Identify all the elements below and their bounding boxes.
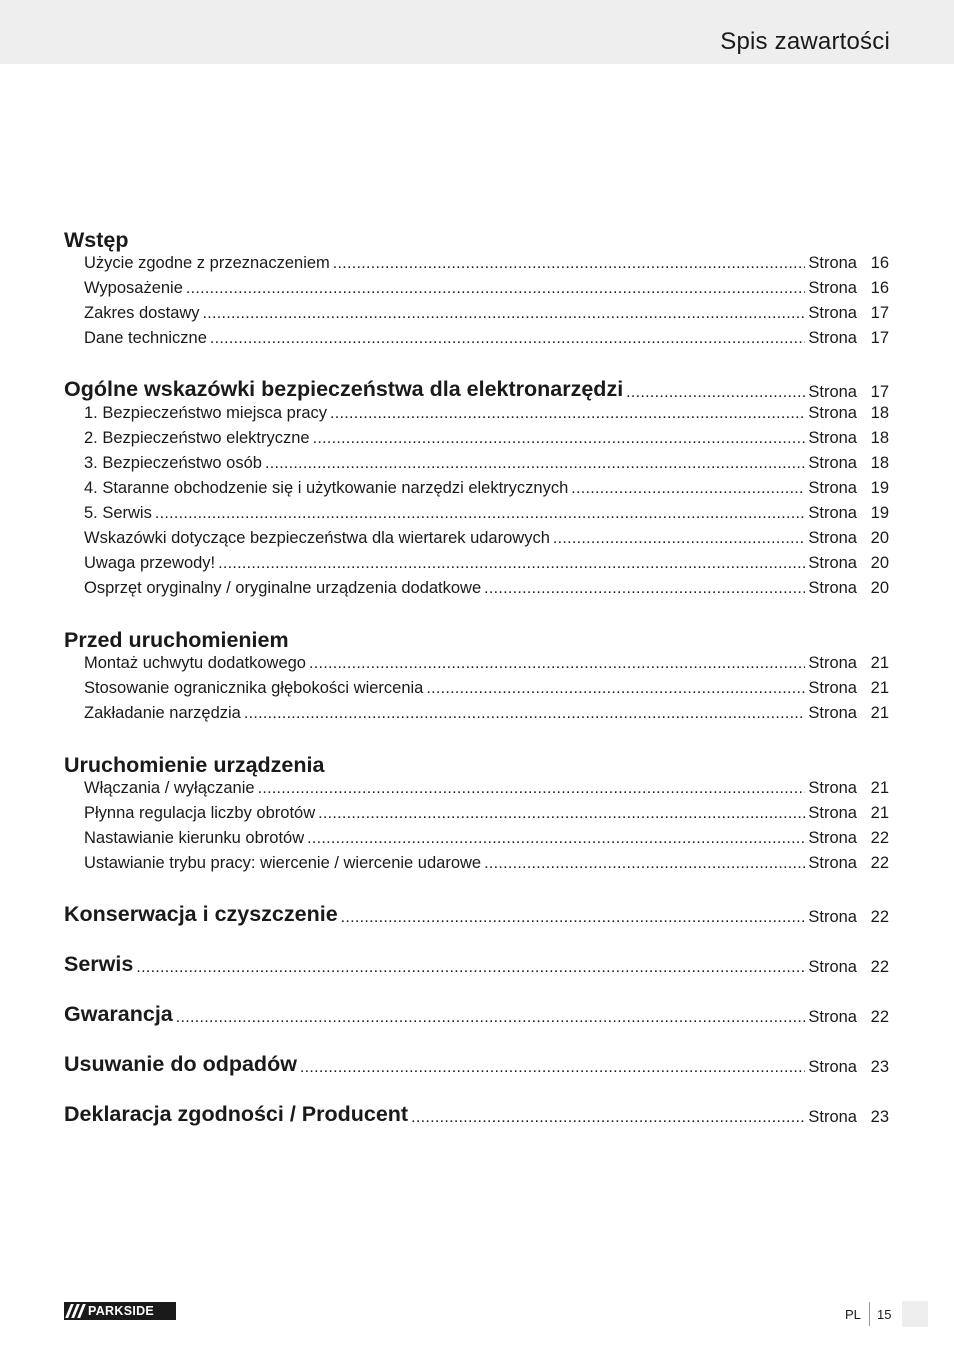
entry-page: 21 bbox=[870, 654, 889, 672]
section-heading: Gwarancja bbox=[64, 1002, 173, 1026]
entry-label: 1. Bezpieczeństwo miejsca pracy bbox=[84, 404, 328, 422]
page-label: Strona bbox=[808, 579, 857, 597]
leader-dots bbox=[318, 805, 805, 823]
entry-label: Nastawianie kierunku obrotów bbox=[84, 829, 305, 847]
section-heading: Deklaracja zgodności / Producent bbox=[64, 1102, 409, 1126]
entry-label: Wskazówki dotyczące bezpieczeństwa dla wiertarek udarowych bbox=[84, 529, 550, 547]
brand-name: PARKSIDE bbox=[88, 1304, 155, 1318]
page-label: Strona bbox=[808, 804, 857, 822]
toc-section bbox=[64, 626, 889, 729]
entry-label: 2. Bezpieczeństwo elektryczne bbox=[84, 429, 310, 447]
entry-page: 18 bbox=[870, 454, 889, 472]
section-page: 23 bbox=[870, 1108, 889, 1126]
page-label: Strona bbox=[808, 554, 857, 572]
entry-page: 16 bbox=[870, 254, 889, 272]
entry-page: 21 bbox=[870, 679, 889, 697]
page-label: Strona bbox=[808, 279, 857, 297]
toc-entry[interactable] bbox=[64, 479, 889, 504]
toc-heading-row[interactable] bbox=[64, 1029, 889, 1079]
page-label: Strona bbox=[808, 529, 857, 547]
toc-entry[interactable] bbox=[64, 804, 889, 829]
leader-dots bbox=[330, 405, 805, 423]
toc-section bbox=[64, 354, 889, 604]
leader-dots bbox=[333, 255, 806, 273]
page-label: Strona bbox=[808, 479, 857, 497]
toc-section bbox=[64, 751, 889, 879]
leader-dots bbox=[203, 305, 806, 323]
page-label: Strona bbox=[808, 958, 857, 976]
entry-page: 17 bbox=[870, 304, 889, 322]
entry-page: 20 bbox=[870, 554, 889, 572]
entry-page: 16 bbox=[870, 279, 889, 297]
toc-heading-row[interactable] bbox=[64, 879, 889, 929]
entry-label: Osprzęt oryginalny / oryginalne urządzenia dodatkowe bbox=[84, 579, 482, 597]
entry-label: Wyposażenie bbox=[84, 279, 183, 297]
page-label: Strona bbox=[808, 908, 857, 926]
page-label: Strona bbox=[808, 1058, 857, 1076]
entry-page: 21 bbox=[870, 779, 889, 797]
toc-entry[interactable] bbox=[64, 329, 889, 354]
entry-label: 5. Serwis bbox=[84, 504, 152, 522]
section-page: 17 bbox=[870, 383, 889, 401]
page-title: Spis zawartości bbox=[720, 28, 890, 55]
entry-label: Stosowanie ogranicznika głębokości wiercenia bbox=[84, 679, 424, 697]
leader-dots bbox=[484, 855, 805, 873]
toc-heading-row[interactable] bbox=[64, 929, 889, 979]
table-of-contents bbox=[64, 226, 889, 1129]
toc-section bbox=[64, 226, 889, 354]
page-label: Strona bbox=[808, 679, 857, 697]
entry-label: Zakładanie narzędzia bbox=[84, 704, 241, 722]
entry-page: 21 bbox=[870, 704, 889, 722]
toc-entry[interactable] bbox=[64, 679, 889, 704]
entry-label: Ustawianie trybu pracy: wiercenie / wiercenie udarowe bbox=[84, 854, 482, 872]
leader-dots bbox=[626, 384, 805, 402]
page-label: Strona bbox=[808, 1108, 857, 1126]
section-spacer bbox=[64, 604, 889, 626]
entry-page: 20 bbox=[870, 529, 889, 547]
toc-entry[interactable] bbox=[64, 704, 889, 729]
toc-entry[interactable] bbox=[64, 554, 889, 579]
page-number: 15 bbox=[877, 1307, 892, 1322]
section-page: 22 bbox=[870, 908, 889, 926]
toc-entry[interactable] bbox=[64, 279, 889, 304]
language-code: PL bbox=[845, 1307, 861, 1322]
section-heading: Uruchomienie urządzenia bbox=[64, 753, 325, 777]
page-label: Strona bbox=[808, 404, 857, 422]
toc-heading-row[interactable] bbox=[64, 1079, 889, 1129]
toc-entry[interactable] bbox=[64, 504, 889, 529]
entry-page: 20 bbox=[870, 579, 889, 597]
page-label: Strona bbox=[808, 1008, 857, 1026]
page-label: Strona bbox=[808, 329, 857, 347]
entry-label: Użycie zgodne z przeznaczeniem bbox=[84, 254, 330, 272]
toc-heading-row[interactable] bbox=[64, 979, 889, 1029]
leader-dots bbox=[426, 680, 805, 698]
toc-entry[interactable] bbox=[64, 454, 889, 479]
entry-page: 19 bbox=[870, 504, 889, 522]
entry-label: Montaż uchwytu dodatkowego bbox=[84, 654, 306, 672]
entry-page: 22 bbox=[870, 854, 889, 872]
page-label: Strona bbox=[808, 654, 857, 672]
page-label: Strona bbox=[808, 254, 857, 272]
entry-page: 18 bbox=[870, 404, 889, 422]
entry-page: 17 bbox=[870, 329, 889, 347]
page-label: Strona bbox=[808, 779, 857, 797]
page-label: Strona bbox=[808, 383, 857, 401]
leader-dots bbox=[309, 655, 805, 673]
leader-dots bbox=[265, 455, 805, 473]
section-page: 22 bbox=[870, 958, 889, 976]
entry-label: Uwaga przewody! bbox=[84, 554, 216, 572]
page-label: Strona bbox=[808, 829, 857, 847]
leader-dots bbox=[218, 555, 805, 573]
entry-label: Zakres dostawy bbox=[84, 304, 200, 322]
page-label: Strona bbox=[808, 304, 857, 322]
toc-entry[interactable] bbox=[64, 579, 889, 604]
section-heading: Ogólne wskazówki bezpieczeństwa dla elektronarzędzi bbox=[64, 377, 624, 401]
page-label: Strona bbox=[808, 504, 857, 522]
logo-slashes-icon bbox=[64, 1302, 86, 1320]
toc-entry[interactable] bbox=[64, 254, 889, 279]
section-heading: Wstęp bbox=[64, 228, 129, 252]
page-label: Strona bbox=[808, 429, 857, 447]
entry-label: Włączania / wyłączanie bbox=[84, 779, 255, 797]
leader-dots bbox=[307, 830, 805, 848]
footer-divider bbox=[869, 1302, 870, 1326]
page-label: Strona bbox=[808, 704, 857, 722]
entry-page: 19 bbox=[870, 479, 889, 497]
leader-dots bbox=[484, 580, 805, 598]
section-heading: Serwis bbox=[64, 952, 134, 976]
leader-dots bbox=[155, 505, 806, 523]
section-heading: Przed uruchomieniem bbox=[64, 628, 289, 652]
entry-label: Dane techniczne bbox=[84, 329, 207, 347]
toc-entry[interactable] bbox=[64, 829, 889, 854]
leader-dots bbox=[186, 280, 805, 298]
section-heading: Konserwacja i czyszczenie bbox=[64, 902, 338, 926]
toc-entry[interactable] bbox=[64, 779, 889, 804]
section-page: 22 bbox=[870, 1008, 889, 1026]
leader-dots bbox=[210, 330, 805, 348]
toc-entry[interactable] bbox=[64, 529, 889, 554]
leader-dots bbox=[176, 1009, 806, 1027]
leader-dots bbox=[136, 959, 805, 977]
entry-label: Płynna regulacja liczby obrotów bbox=[84, 804, 316, 822]
section-heading: Usuwanie do odpadów bbox=[64, 1052, 297, 1076]
footer-tab-marker bbox=[902, 1301, 928, 1327]
leader-dots bbox=[313, 430, 806, 448]
toc-heading-row[interactable] bbox=[64, 354, 889, 404]
page-label: Strona bbox=[808, 454, 857, 472]
page-label: Strona bbox=[808, 854, 857, 872]
leader-dots bbox=[341, 909, 806, 927]
leader-dots bbox=[571, 480, 805, 498]
leader-dots bbox=[258, 780, 806, 798]
entry-page: 21 bbox=[870, 804, 889, 822]
leader-dots bbox=[244, 705, 806, 723]
parkside-logo bbox=[64, 1302, 176, 1320]
section-page: 23 bbox=[870, 1058, 889, 1076]
leader-dots bbox=[411, 1109, 805, 1127]
entry-label: 3. Bezpieczeństwo osób bbox=[84, 454, 262, 472]
section-spacer bbox=[64, 729, 889, 751]
leader-dots bbox=[553, 530, 806, 548]
entry-label: 4. Staranne obchodzenie się i użytkowanie narzędzi elektrycznych bbox=[84, 479, 569, 497]
toc-entry[interactable] bbox=[64, 304, 889, 329]
leader-dots bbox=[300, 1059, 805, 1077]
entry-page: 18 bbox=[870, 429, 889, 447]
toc-entry[interactable] bbox=[64, 654, 889, 679]
toc-entry[interactable] bbox=[64, 854, 889, 879]
entry-page: 22 bbox=[870, 829, 889, 847]
toc-entry[interactable] bbox=[64, 404, 889, 429]
toc-entry[interactable] bbox=[64, 429, 889, 454]
